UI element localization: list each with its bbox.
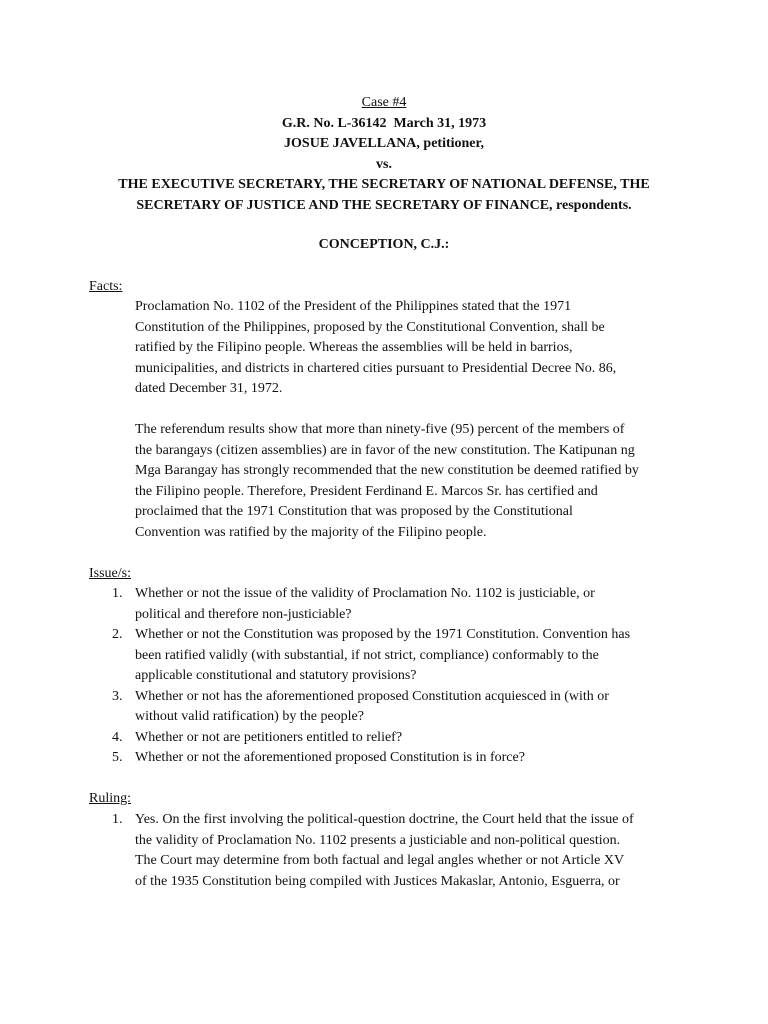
text-line: the barangays (citizen assemblies) are in favor of the new constitution. The Katipunan ng [135,442,635,458]
petitioner: JOSUE JAVELLANA, petitioner, [284,136,484,151]
versus: vs. [376,156,392,172]
list-number: 1. [112,812,123,827]
gr-number: G.R. No. L-36142 March 31, 1973 [281,115,487,131]
list-number: 5. [112,750,123,765]
respondents-line-1: THE EXECUTIVE SECRETARY, THE SECRETARY OF NATIONAL DEFENSE, THE [118,177,650,192]
facts-heading: Facts: [89,279,123,294]
text-line: Proclamation No. 1102 of the President of the Philippines stated that the 1971 [135,299,572,314]
text-line: Yes. On the first involving the political-question doctrine, the Court held that the issue of [135,812,634,827]
text-line: of the 1935 Constitution being compiled with Justices Makaslar, Antonio, Esguerra, or [135,873,620,889]
ponente: CONCEPTION, C.J.: [318,237,450,252]
text-line: without valid ratification) by the people? [135,709,364,724]
list-item [89,625,689,687]
text-line: dated December 31, 1972. [135,381,283,396]
facts-paragraph-1 [135,297,683,400]
list-item [89,810,689,892]
respondents-line-2: SECRETARY OF JUSTICE AND THE SECRETARY OF FINANCE, respondents. [136,197,632,213]
text-line: Whether or not has the aforementioned proposed Constitution acquiesced in (with or [135,688,609,704]
text-line: Whether or not are petitioners entitled to relief? [135,729,403,745]
text-line: Mga Barangay has strongly recommended that the new constitution be deemed ratified by [135,463,639,478]
list-number: 4. [112,729,123,745]
text-line: Whether or not the aforementioned proposed Constitution is in force? [135,750,525,765]
issues-heading: Issue/s: [89,566,131,581]
text-line: the Filipino people. Therefore, President Ferdinand E. Marcos Sr. has certified and [135,483,598,499]
case-number: Case #4 [361,95,407,110]
text-line: The referendum results show that more than ninety-five (95) percent of the members of [135,422,625,437]
case-header [60,93,708,216]
text-line: Whether or not the issue of the validity of Proclamation No. 1102 is justiciable, or [135,586,595,601]
text-line: ratified by the Filipino people. Whereas the assemblies will be held in barrios, [135,340,573,355]
list-number: 2. [112,627,123,642]
list-item [89,728,689,749]
text-line: been ratified validly (with substantial, if not strict, compliance) conformably to the [135,647,599,663]
text-line: Constitution of the Philippines, proposed by the Constitutional Convention, shall be [135,319,605,335]
list-number: 1. [112,586,123,601]
list-item [89,687,689,728]
text-line: municipalities, and districts in chartered cities pursuant to Presidential Decree No. 86, [135,360,617,376]
text-line: political and therefore non-justiciable? [135,606,352,622]
text-line: the validity of Proclamation No. 1102 presents a justiciable and non-political question. [135,832,621,848]
text-line: applicable constitutional and statutory provisions? [135,668,417,683]
list-item [89,584,689,625]
ruling-list [89,810,689,892]
text-line: Whether or not the Constitution was proposed by the 1971 Constitution. Convention has [135,627,631,642]
list-number: 3. [112,688,123,704]
text-line: The Court may determine from both factual and legal angles whether or not Article XV [135,853,625,868]
text-line: Convention was ratified by the majority of the Filipino people. [135,524,487,540]
facts-paragraph-2 [135,420,683,543]
list-item [89,748,689,769]
ruling-heading: Ruling: [89,791,132,806]
text-line: proclaimed that the 1971 Constitution that was proposed by the Constitutional [135,504,573,519]
issues-list [89,584,689,769]
